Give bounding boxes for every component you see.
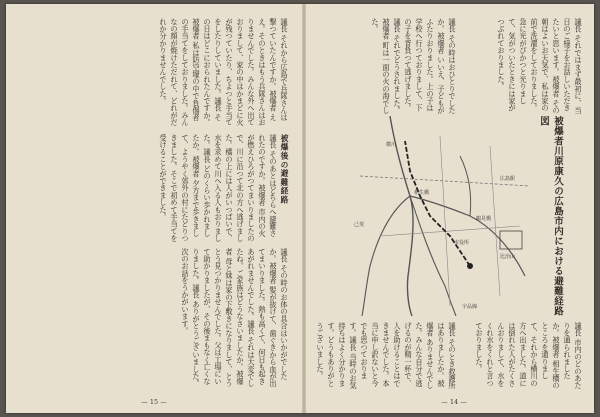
right-text-top-left-body: 議長 その時はおひとりでしたか。被爆者 いいえ、子どもがふたりおりました。上の子は学校へ行つておりまして、下の子を背負つて逃げました。議長 それでどうされました。被爆者 町は一面の火の海でした。 [371,18,457,114]
map-figure [350,116,540,316]
map-label-ujina: 宇品線 [462,304,478,310]
book-spread [6,4,594,413]
map-label-cityhall: 市役所 [454,240,470,246]
map-label-hijiyama: 比治山 [500,254,516,260]
right-text-top-right-body: 議長 それではまず最初に、当日のご様子をお話しいただきたいと思います。被爆者 その朝はよいお天気で、私は家の前で洗濯をしておりました。急に光がぴかつと光りまして、気がついたときには家がつぶれておりました。 [497,18,583,114]
map-label-yokogawa: 横川 [386,142,397,148]
right-text-top-right [466,18,584,118]
map-river-3 [410,196,456,316]
evacuation-map [350,116,563,316]
map-river-2 [410,196,525,276]
left-text-top [20,18,290,128]
map-river-4 [362,196,410,316]
map-street-1 [380,226,520,236]
left-text-top-body: 議長 それから広島で兵隊さんは撃つていたんですか。被爆者 ええ。そのときはもう兵隊さんはおりませんでした。みんな外へ出ておりまして、家の中はかまどに火が残つていたり、ちよつと手当てをしたりしていました。議長 その日はどこにおられたんですか。被爆者 私は防空壕の中で負傷者の手当てをしておりました。みんなの顔が焼けただれて、どれがだれか分かりませんでした。 [159,18,289,126]
map-label-tsurumi: 鶴見橋 [476,216,492,222]
right-text-bottom-right [466,322,584,390]
map-label-koi: 己斐 [354,222,365,228]
map-start-point [467,263,473,269]
map-label-aioi: 相生橋 [414,190,430,196]
left-text-middle-body: 議長 そのあとはどちらへ避難されたのですか。被爆者 市内の火が燃えひろがつてまいりましたので、川に沿つて北の方へ逃げました。橋の上には人がいつぱいで、水を求めて川へ入る人もおりました。議長 どのくらい歩かれましたか。被爆者 夕方まで歩きまして、ようやく郊外の村にたどりつきました。そこで初めて手当てを受けることができました。 [159,134,278,242]
map-title: 被爆者川原康久の広島市内における避難経路図 [538,116,563,316]
left-text-bottom-body: 議長 その時のお体の具合はいかがでしたか。被爆者 髪が抜けて、歯ぐきから血が出てまいりました。熱も高くて、何日も起きあがれませんでした。議長 それは大変でしたね。ご家族はどうなさいましたか。被爆者 母と妹は家の下敷きになりまして、とうとう見つかりませんでした。父は工場にいて助かりましたが、その後まもなく亡くなりました。議長 ありがとうございました。次のお話をうかがいます。 [181,248,289,388]
left-text-middle [20,134,290,242]
left-text-bottom [20,248,290,388]
right-text-bottom-left-body: 議長 そのとき救護所はありましたか。被爆者 ありませんでした。みんな自分で逃げるのが精一杯で、人を助けることはできませんでした。本当に申し訳ないと今でも思つております。議長 当時のお気持ちはよく分かります。どうもありがとうございました。 [316,322,457,390]
map-river-5 [460,156,471,216]
map-street-2 [440,136,450,306]
evacuation-heading: 被爆後の避難経路 [280,134,289,205]
map-label-station: 広島駅 [500,176,516,182]
right-text-bottom-left [316,322,458,390]
map-hill-area [500,231,522,249]
right-page [306,4,594,413]
left-page-number: — 15 — [141,398,167,406]
right-page-number: — 14 — [441,398,467,406]
left-page [6,4,302,413]
right-text-top-left [316,18,458,114]
map-street-3 [490,146,500,296]
right-text-bottom-right-body: 議長 市内のどのあたりを通られましたか。被爆者 相生橋のところを通りまして、それから横川の方へ出ました。道には倒れた人がたくさんおりまして、水をくれ水をくれと言つておりました。 [475,322,583,390]
